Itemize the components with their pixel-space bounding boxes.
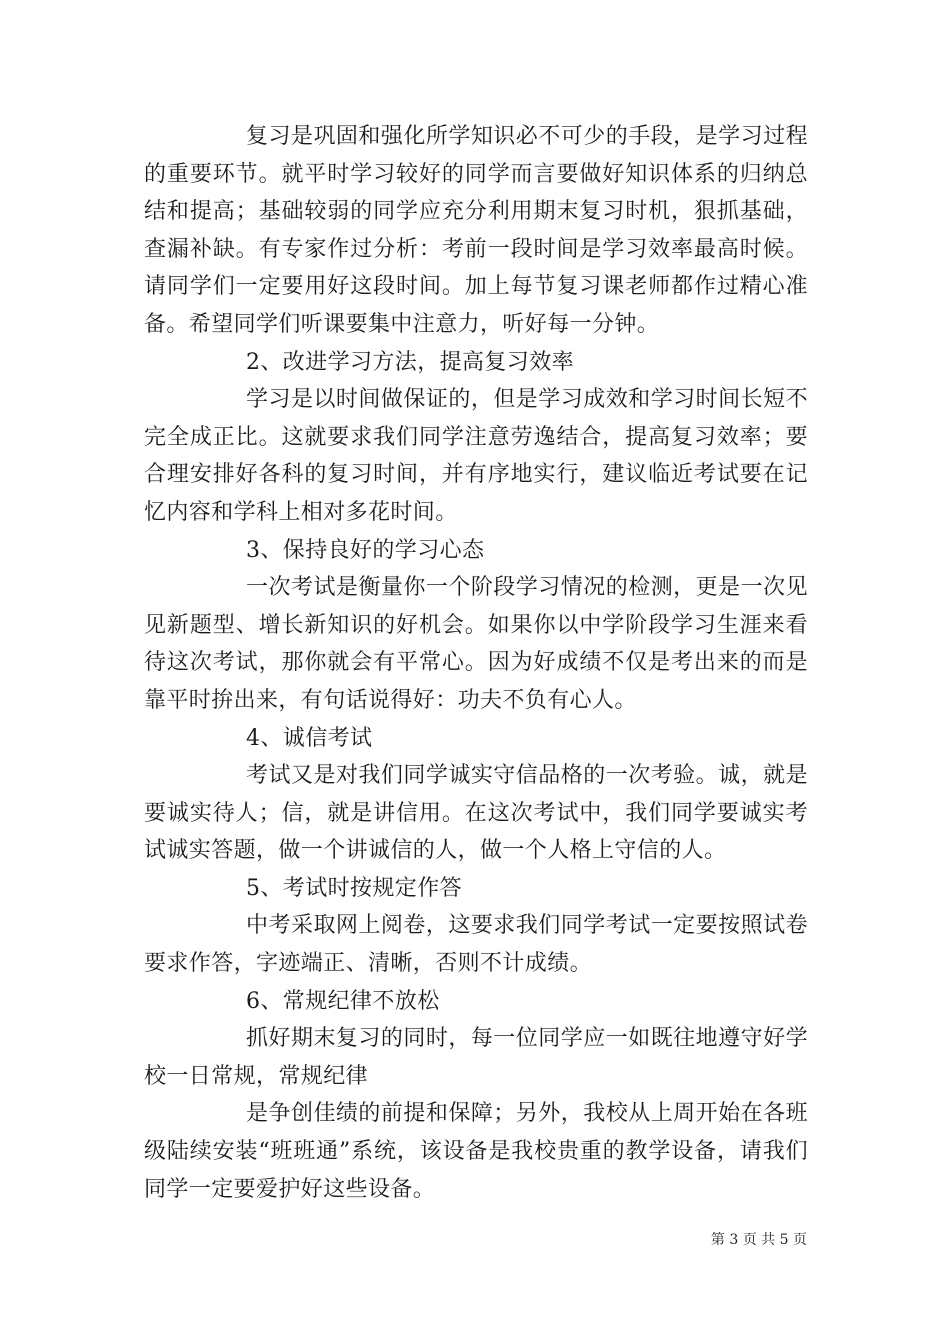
page-number-footer: 第 3 页 共 5 页 bbox=[710, 1232, 807, 1248]
paragraph-discipline: 抓好期末复习的同时，每一位同学应一如既往地遵守好学校一日常规，常规纪律 bbox=[144, 1026, 808, 1089]
paragraph-answer-rules: 中考采取网上阅卷，这要求我们同学考试一定要按照试卷要求作答，字迹端正、清晰，否则不计成绩。 bbox=[144, 913, 808, 977]
section-heading-integrity: 4、诚信考试 bbox=[246, 725, 373, 751]
paragraph-integrity: 考试又是对我们同学诚实守信品格的一次考验。诚，就是要诚实待人；信，就是讲信用。在这次考试中，我们同学要诚实考试诚实答题，做一个讲诚信的人，做一个人格上守信的人。 bbox=[144, 763, 808, 864]
paragraph-equipment: 是争创佳绩的前提和保障；另外，我校从上周开始在各班级陆续安装“班班通”系统，该设备是我校贵重的教学设备，请我们同学一定要爱护好这些设备。 bbox=[144, 1101, 808, 1202]
section-heading-discipline: 6、常规纪律不放松 bbox=[246, 988, 440, 1014]
section-heading-mindset: 3、保持良好的学习心态 bbox=[246, 537, 485, 563]
paragraph-study-method: 学习是以时间做保证的，但是学习成效和学习时间长短不完全成正比。这就要求我们同学注意劳逸结合，提高复习效率；要合理安排好各科的复习时间，并有序地实行，建议临近考试要在记忆内容和学科上相对多花时间。 bbox=[144, 387, 808, 525]
document-body bbox=[144, 118, 808, 1208]
section-heading-study-method: 2、改进学习方法，提高复习效率 bbox=[246, 349, 574, 375]
section-heading-answer-rules: 5、考试时按规定作答 bbox=[246, 875, 462, 901]
paragraph-mindset: 一次考试是衡量你一个阶段学习情况的检测，更是一次见见新题型、增长新知识的好机会。如果你以中学阶段学习生涯来看待这次考试，那你就会有平常心。因为好成绩不仅是考出来的而是靠平时拚出来，有句话说得好：功夫不负有心人。 bbox=[144, 575, 808, 713]
paragraph-review-importance: 复习是巩固和强化所学知识必不可少的手段，是学习过程的重要环节。就平时学习较好的同学而言要做好知识体系的归纳总结和提高；基础较弱的同学应充分利用期末复习时机，狠抓基础，查漏补缺。有专家作过分析：考前一段时间是学习效率最高时候。请同学们一定要用好这段时间。加上每节复习课老师都作过精心准备。希望同学们听课要集中注意力，听好每一分钟。 bbox=[144, 124, 808, 337]
